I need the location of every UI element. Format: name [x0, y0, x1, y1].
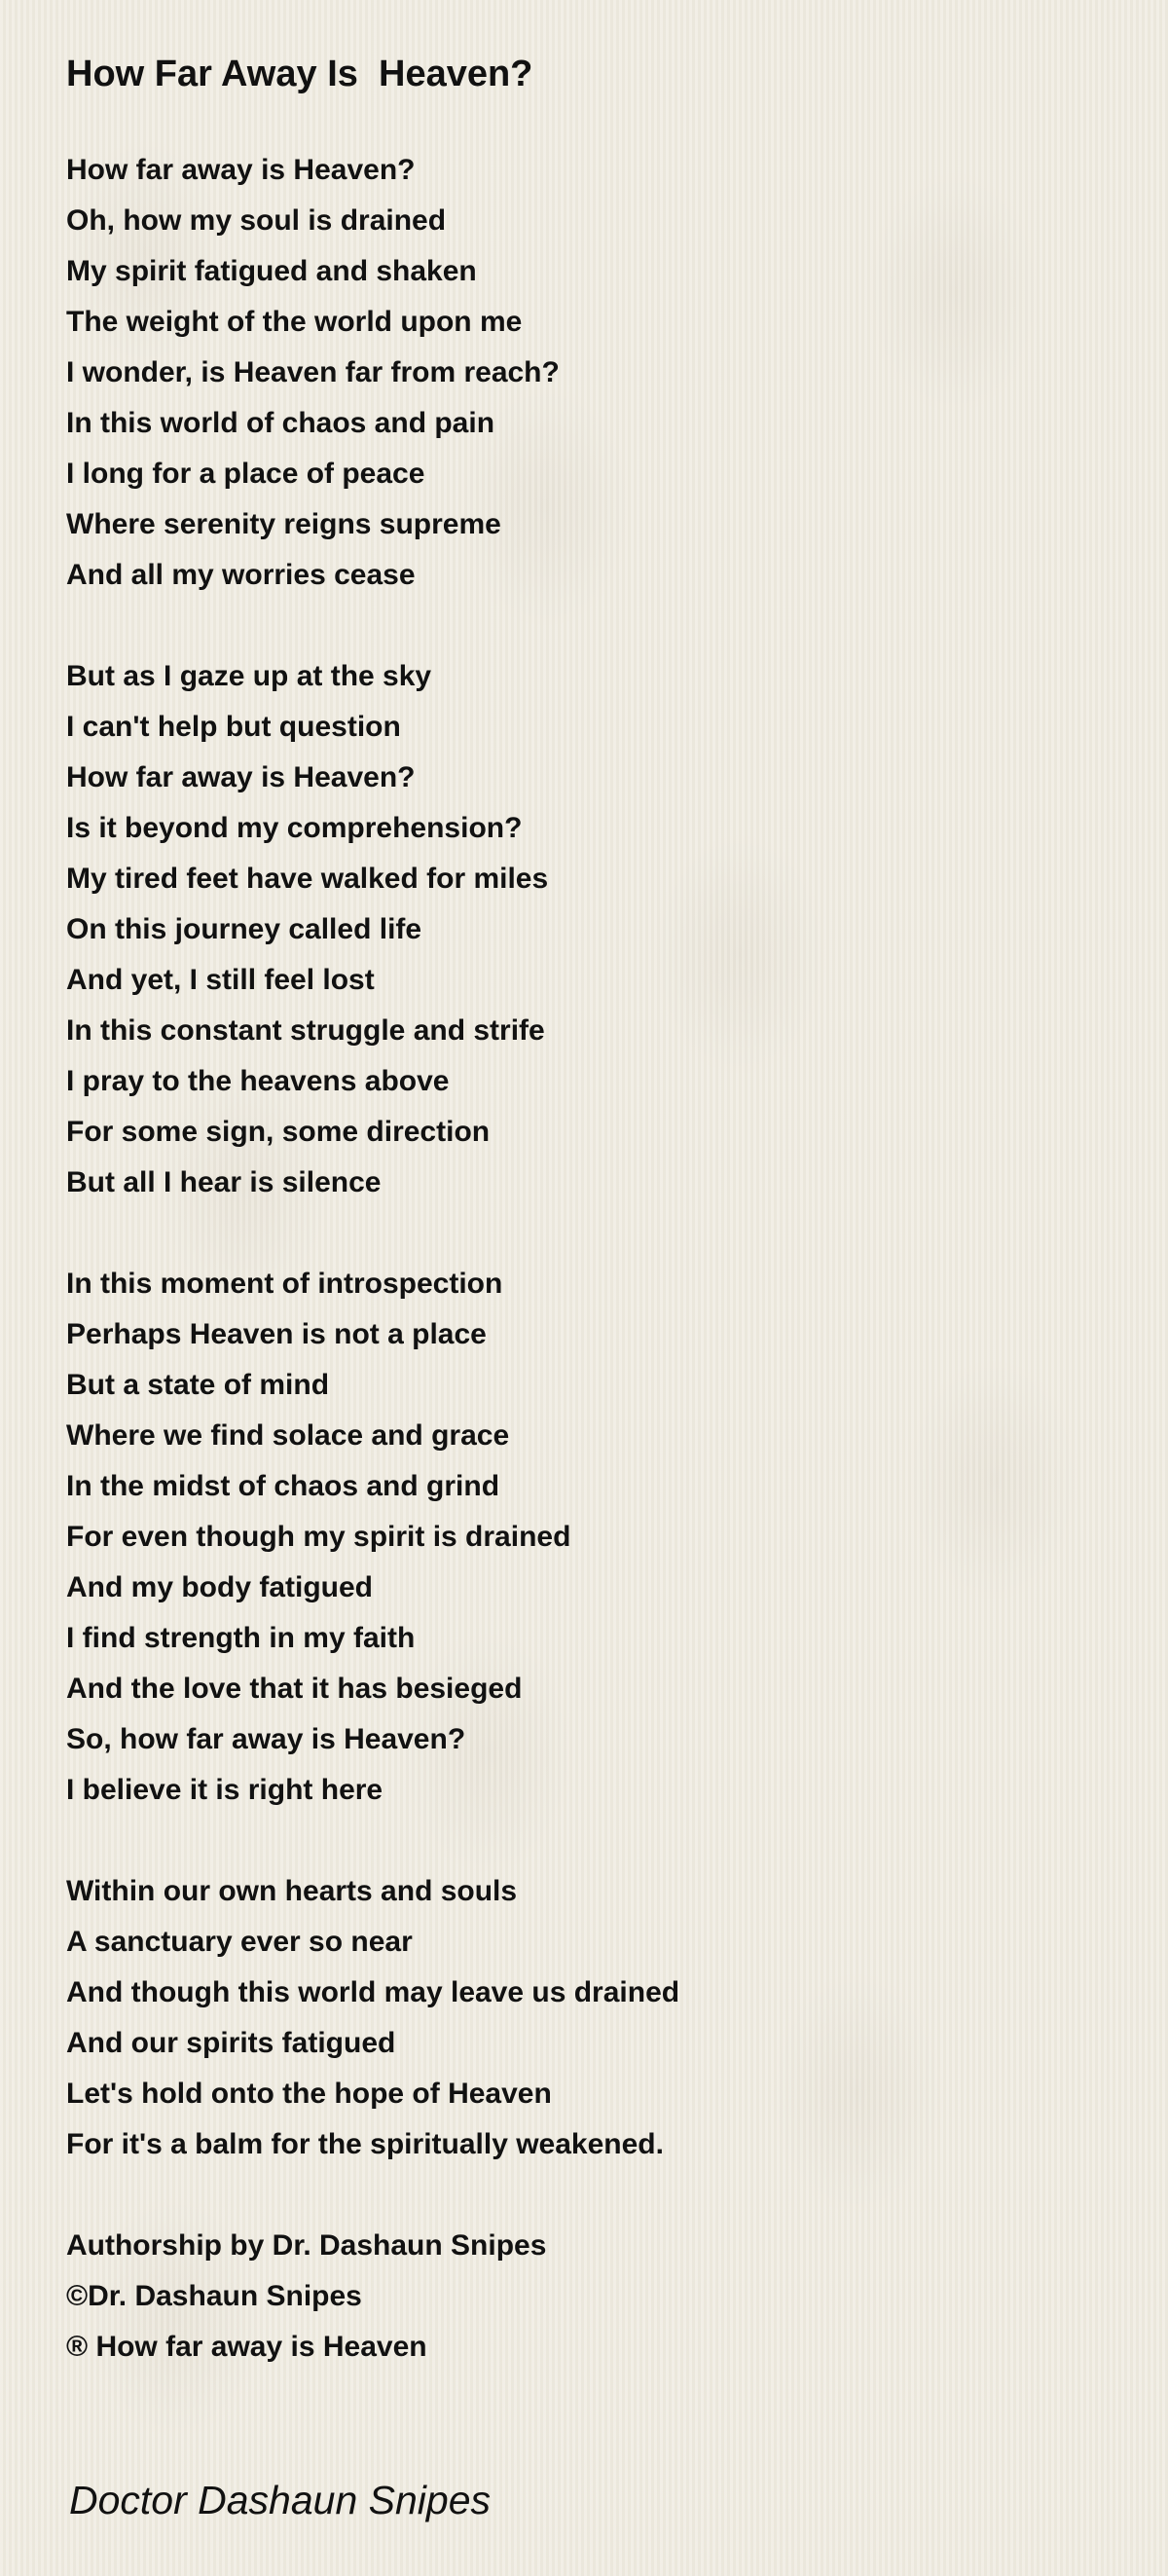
poem-line: I pray to the heavens above: [66, 1065, 450, 1097]
authorship-line: Authorship by Dr. Dashaun Snipes: [66, 2229, 547, 2262]
poem-line: Where we find solace and grace: [66, 1419, 510, 1452]
poem-title: How Far Away Is Heaven?: [66, 54, 533, 94]
stanza-2: [66, 651, 679, 1208]
poem-line: But all I hear is silence: [66, 1166, 382, 1198]
authorship-block: [66, 2221, 679, 2373]
poem-line: Oh, how my soul is drained: [66, 204, 447, 237]
poem-line: And yet, I still feel lost: [66, 964, 375, 996]
poem-line: On this journey called life: [66, 913, 422, 945]
author-signature: Doctor Dashaun Snipes: [69, 2478, 492, 2522]
poem-line: For it's a balm for the spiritually weakened.: [66, 2128, 664, 2160]
poem-line: A sanctuary ever so near: [66, 1926, 413, 1958]
poem-line: For even though my spirit is drained: [66, 1521, 571, 1553]
stanza-1: [66, 145, 679, 601]
poem-line: But a state of mind: [66, 1369, 330, 1401]
poem-line: Where serenity reigns supreme: [66, 508, 501, 540]
poem-line: And all my worries cease: [66, 559, 416, 591]
registered-line: ® How far away is Heaven: [66, 2331, 427, 2363]
poem-line: So, how far away is Heaven?: [66, 1723, 466, 1755]
poem-line: And the love that it has besieged: [66, 1673, 523, 1705]
poem-line: I believe it is right here: [66, 1774, 383, 1806]
poem-line: Perhaps Heaven is not a place: [66, 1318, 487, 1350]
poem-line: How far away is Heaven?: [66, 761, 416, 793]
poem-line: And my body fatigued: [66, 1571, 373, 1603]
stanza-4: [66, 1866, 679, 2170]
poem-line: Let's hold onto the hope of Heaven: [66, 2078, 552, 2110]
poem-line: For some sign, some direction: [66, 1116, 491, 1148]
poem-line: And our spirits fatigued: [66, 2027, 396, 2059]
copyright-line: ©Dr. Dashaun Snipes: [66, 2280, 362, 2312]
poem-line: Is it beyond my comprehension?: [66, 812, 523, 844]
poem-body: [66, 145, 679, 2423]
poem-line: In this constant struggle and strife: [66, 1014, 545, 1047]
poem-line: In this world of chaos and pain: [66, 407, 495, 439]
poem-line: My tired feet have walked for miles: [66, 863, 549, 895]
poem-line: But as I gaze up at the sky: [66, 660, 432, 692]
poem-line: I find strength in my faith: [66, 1622, 416, 1654]
poem-line: I long for a place of peace: [66, 458, 425, 490]
poem-line: How far away is Heaven?: [66, 154, 416, 186]
stanza-3: [66, 1259, 679, 1816]
poem-line: In this moment of introspection: [66, 1268, 503, 1300]
poem-line: The weight of the world upon me: [66, 306, 523, 338]
poem-line: I wonder, is Heaven far from reach?: [66, 356, 560, 388]
poem-line: I can't help but question: [66, 711, 401, 743]
poem-line: In the midst of chaos and grind: [66, 1470, 500, 1502]
poem-line: And though this world may leave us drained: [66, 1976, 680, 2008]
poem-line: Within our own hearts and souls: [66, 1875, 518, 1907]
poem-line: My spirit fatigued and shaken: [66, 255, 477, 287]
